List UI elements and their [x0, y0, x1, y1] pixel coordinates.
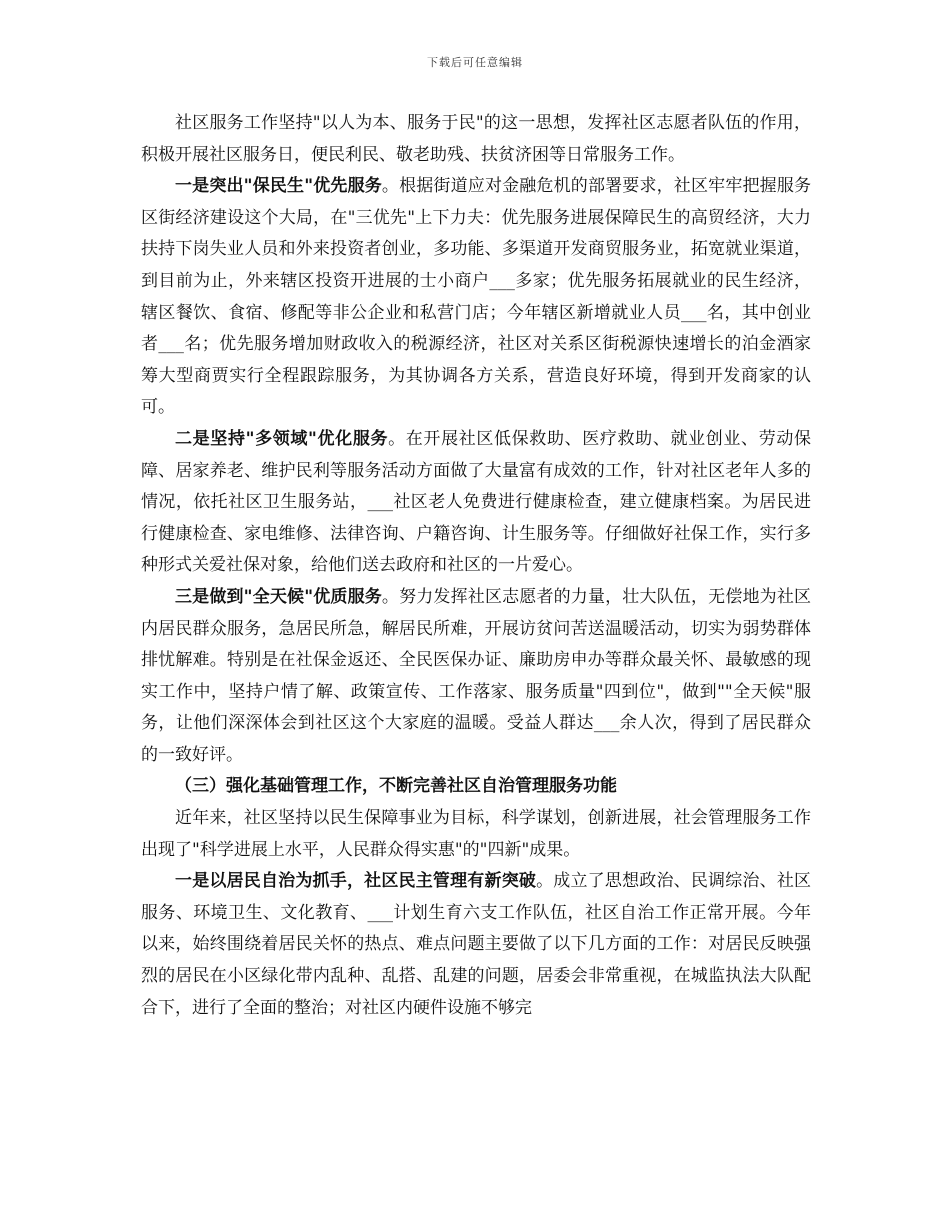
- paragraph-lead: 一是以居民自治为抓手，社区民主管理有新突破: [175, 871, 537, 892]
- paragraph-lead: 一是突出"保民生"优先服务: [175, 176, 382, 197]
- paragraph-text: 。根据街道应对金融危机的部署要求，社区牢牢把握服务区街经济建设这个大局，在"三优先"上下力夫：优先服务进展保障民生的高贸经济，大力扶持下岗失业人员和外来投资者创业，多功能、多渠道开发商贸服务业，拓宽就业渠道，到目前为止，外来辖区投资开进展的士小商户___多家；优先服务拓展就业的民生经济，辖区餐饮、食宿、修配等非公企业和私营门店；今年辖区新增就业人员___名，其中创业者___名；优先服务增加财政收入的税源经济，社区对关系区街税源快速增长的泊金酒家筹大型商贾实行全程跟踪服务，为其协调各方关系，营造良好环境，得到开发商家的认可。: [141, 176, 811, 418]
- page-header: 下载后可任意编辑: [427, 56, 523, 69]
- paragraph-multi-domain: [141, 424, 811, 582]
- paragraph-lead: 二是坚持"多领域"优化服务: [175, 428, 389, 449]
- paragraph-text: 。在开展社区低保救助、医疗救助、就业创业、劳动保障、居家养老、维护民利等服务活动方面做了大量富有成效的工作，针对社区老年人多的情况，依托社区卫生服务站，___社区老人免费进行健康检查，建立健康档案。为居民进行健康检查、家电维修、法律咨询、户籍咨询、计生服务等。仔细做好社保工作，实行多种形式关爱社保对象，给他们送去政府和社区的一片爱心。: [141, 428, 811, 576]
- paragraph-livelihood: [141, 171, 811, 424]
- paragraph-text: 。成立了思想政治、民调综治、社区服务、环境卫生、文化教育、___计划生育六支工作队伍，社区自治工作正常开展。今年以来，始终围绕着居民关怀的热点、难点问题主要做了以下几方面的工作：对居民反映强烈的居民在小区绿化带内乱种、乱搭、乱建的问题，居委会非常重视，在城监执法大队配合下，进行了全面的整治；对社区内硬件设施不够完: [141, 871, 812, 1018]
- paragraph-recent-years: 近年来，社区坚持以民生保障事业为目标，科学谋划，创新进展，社会管理服务工作出现了"科学进展上水平，人民群众得实惠"的"四新"成果。: [141, 808, 811, 860]
- paragraph-lead: 三是做到"全天候"优质服务: [175, 586, 382, 607]
- section-heading: （三）强化基础管理工作，不断完善社区自治管理服务功能: [175, 776, 617, 797]
- document-body: [141, 108, 811, 1024]
- paragraph-intro: 社区服务工作坚持"以人为本、服务于民"的这一思想，发挥社区志愿者队伍的作用，积极开展社区服务日，便民利民、敬老助残、扶贫济困等日常服务工作。: [141, 113, 811, 165]
- paragraph-self-governance: [141, 866, 811, 1024]
- paragraph-all-weather: [141, 582, 811, 772]
- paragraph-text: 。努力发挥社区志愿者的力量，壮大队伍，无偿地为社区内居民群众服务，急居民所急，解居民所难，开展访贫问苦送温暖活动，切实为弱势群体排忧解难。特别是在社保金返还、全民医保办证、廉助房申办等群众最关怀、最敏感的现实工作中，坚持户情了解、政策宣传、工作落家、服务质量"四到位"，做到""全天候"服务，让他们深深体会到社区这个大家庭的温暖。受益人群达___余人次，得到了居民群众的一致好评。: [141, 586, 811, 765]
